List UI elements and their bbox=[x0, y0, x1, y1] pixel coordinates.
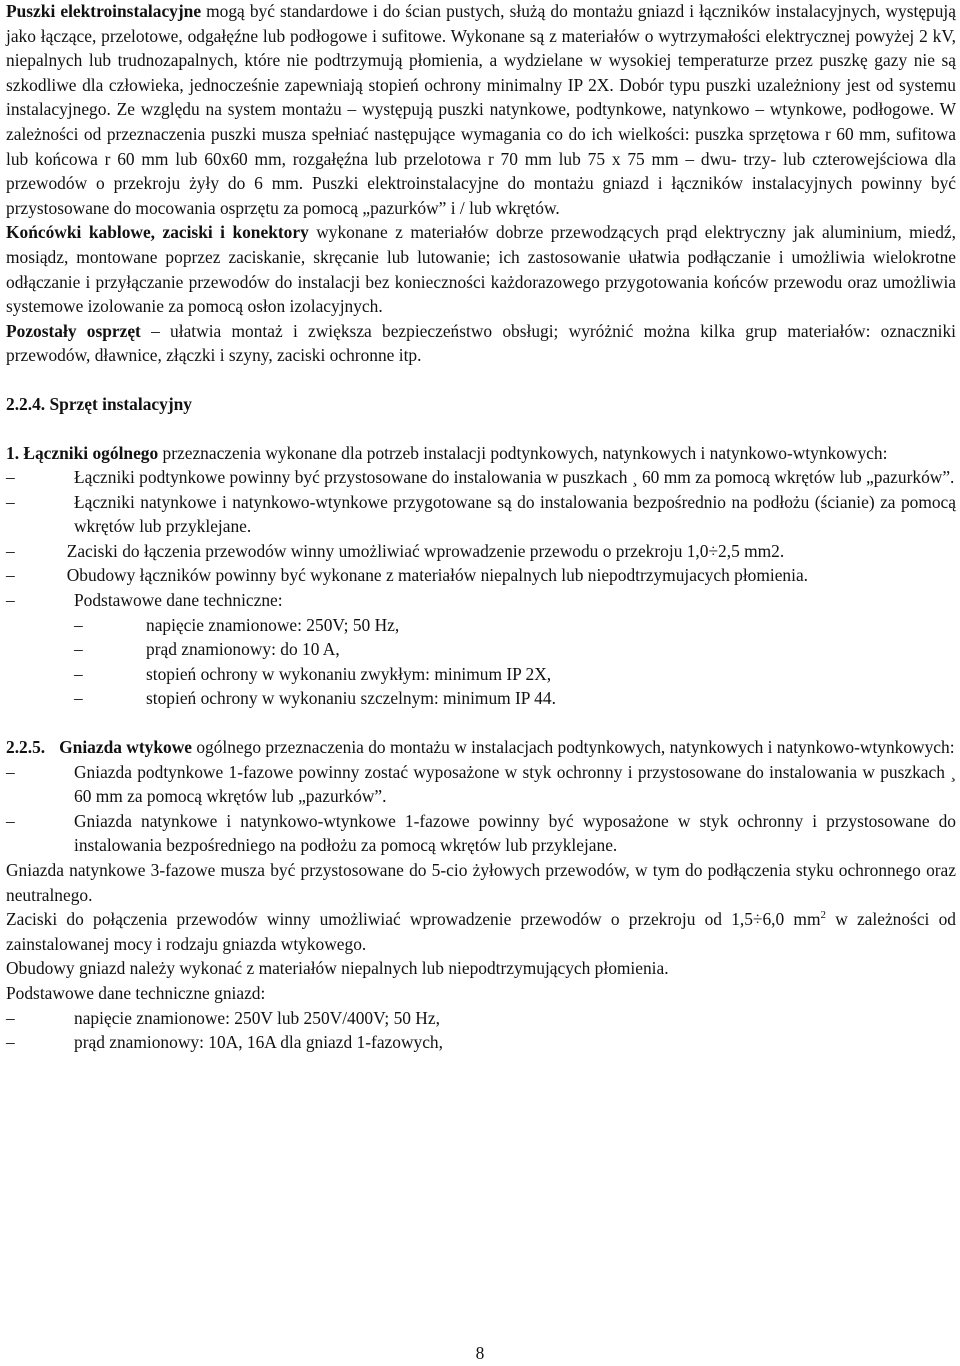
paragraph-socket-housings: Obudowy gniazd należy wykonać z materiałów niepalnych lub niepodtrzymujących płomienia. bbox=[6, 958, 669, 979]
spacer bbox=[6, 417, 956, 441]
list-item-text: Obudowy łączników powinny być wykonane z materiałów niepalnych lub niepodtrzymujacych płomienia. bbox=[66, 565, 809, 586]
dash-bullet: – bbox=[74, 639, 83, 660]
list-item-text: Gniazda natynkowe i natynkowo-wtynkowe 1-fazowe powinny być wyposażone w styk ochronny i przystosowane do instalowania bezpośredniego na podłożu za pomocą wkrętów lub przyklejane. bbox=[74, 810, 956, 856]
sublist-item-text: napięcie znamionowe: 250V; 50 Hz, bbox=[146, 614, 400, 635]
document-page bbox=[6, 0, 956, 1055]
list-item-text: Podstawowe dane techniczne: bbox=[74, 590, 283, 611]
sublist-item-text: prąd znamionowy: do 10 A, bbox=[146, 639, 340, 660]
dash-bullet: – bbox=[74, 688, 83, 709]
spacer bbox=[6, 711, 956, 735]
dash-bullet: – bbox=[6, 1032, 15, 1053]
paragraph-junction-boxes bbox=[6, 0, 956, 220]
term-junction-boxes: Puszki elektroinstalacyjne bbox=[6, 1, 202, 21]
list-item bbox=[6, 809, 956, 858]
spacer bbox=[6, 368, 956, 392]
list-item-text: Zaciski do łączenia przewodów winny umożliwiać wprowadzenie przewodu o przekroju 1,0÷2,5 mm2. bbox=[66, 540, 785, 561]
dash-bullet: – bbox=[6, 467, 15, 488]
list-item-text: Gniazda podtynkowe 1-fazowe powinny zostać wyposażone w styk ochronny i przystosowane do instalowania w puszkach ¸ 60 mm za pomocą wkrętów lub „pazurków”. bbox=[74, 761, 956, 807]
paragraph-other-fittings bbox=[6, 319, 956, 368]
paragraph-text: w zależności od zainstalowanej mocy i rodzaju gniazda wtykowego. bbox=[6, 909, 956, 954]
sublist-item bbox=[6, 637, 956, 662]
sublist-item bbox=[6, 613, 956, 638]
dash-bullet: – bbox=[74, 614, 83, 635]
list-item bbox=[6, 465, 956, 490]
sublist-item bbox=[6, 686, 956, 711]
superscript: 2 bbox=[820, 909, 826, 922]
paragraph-socket-terminals bbox=[6, 907, 956, 956]
list-item-wrapped bbox=[6, 539, 956, 564]
paragraph-cable-lugs bbox=[6, 220, 956, 318]
dash-bullet: – bbox=[6, 761, 15, 782]
paragraph-3phase-sockets: Gniazda natynkowe 3-fazowe musza być przystosowane do 5-cio żyłowych przewodów, w tym do podłączenia styku ochronnego oraz neutralnego. bbox=[6, 860, 956, 905]
sublist-item-text: stopień ochrony w wykonaniu szczelnym: minimum IP 44. bbox=[146, 688, 556, 709]
paragraph-text: mogą być standardowe i do ścian pustych, służą do montażu gniazd i łączników instalacyjnych, występują jako łączące, przelotowe, odgałęźne lub podłogowe i sufitowe. Wykonane są z materiałów o wytrzymałości elektrycznej powyżej 2 kV, niepalnych lub trudnozapalnych, które nie podtrzymują płomienia, a wydzielane w wysokiej temperaturze przez puszkę gazy nie są szkodliwe dla człowieka, jednocześnie zapewniają stopień ochrony minimalny IP 2X. Dobór typu puszki uzależniony jest od systemu instalacyjnego. Ze względu na system montażu – występują puszki natynkowe, podtynkowe, natynkowo – wtynkowe, podłogowe. W zależności od przeznaczenia puszki musza spełniać następujące wymagania co do ich wielkości: puszka sprzętowa r 60 mm, sufitowa lub końcowa r 60 mm lub 60x60 mm, rozgałęźna lub przelotowa r 70 mm lub 75 x 75 mm – dwu- trzy- lub czterowejściowa dla przewodów o przekroju żyły do 6 mm. Puszki elektroinstalacyjne do montażu gniazd i łączników instalacyjnych powinny być przystosowane do mocowania osprzętu za pomocą „pazurków” i / lub wkrętów. bbox=[6, 1, 956, 218]
dash-bullet: – bbox=[74, 663, 83, 684]
sublist-item-text: stopień ochrony w wykonaniu zwykłym: minimum IP 2X, bbox=[146, 663, 552, 684]
list-item bbox=[6, 588, 956, 613]
dash-bullet: – bbox=[6, 540, 15, 561]
list-item-wrapped bbox=[6, 563, 956, 588]
dash-bullet: – bbox=[6, 810, 15, 831]
section-2-2-5 bbox=[6, 735, 956, 760]
dash-bullet: – bbox=[6, 565, 15, 586]
page-number: 8 bbox=[475, 1343, 485, 1363]
term-other-fittings: Pozostały osprzęt bbox=[6, 320, 141, 341]
paragraph-text: – ułatwia montaż i zwiększa bezpieczeństwo obsługi; wyróżnić można kilka grup materiałów: oznaczniki przewodów, dławnice, złączki i szyny, zaciski ochronne itp. bbox=[6, 320, 956, 366]
paragraph-text: ogólnego przeznaczenia do montażu w instalacjach podtynkowych, natynkowych i natynkowo-wtynkowych: bbox=[192, 737, 955, 758]
list-item-text: Łączniki natynkowe i natynkowo-wtynkowe przygotowane są do instalowania bezpośrednio na podłożu (ścianie) za pomocą wkrętów lub przyklejane. bbox=[74, 491, 956, 537]
paragraph-text: Zaciski do połączenia przewodów winny umożliwiać wprowadzenie przewodów o przekroju od 1,5÷6,0 mm bbox=[6, 909, 821, 930]
dash-bullet: – bbox=[6, 491, 15, 512]
list-item bbox=[6, 490, 956, 539]
section-number: 2.2.5. bbox=[6, 737, 46, 758]
paragraph-socket-basic-data: Podstawowe dane techniczne gniazd: bbox=[6, 982, 266, 1003]
term-switches: 1. Łączniki ogólnego bbox=[6, 442, 159, 463]
list-item bbox=[6, 760, 956, 809]
list-item bbox=[6, 1030, 956, 1055]
term-sockets: Gniazda wtykowe bbox=[59, 737, 192, 758]
list-item-text: Łączniki podtynkowe powinny być przystosowane do instalowania w puszkach ¸ 60 mm za pomocą wkrętów lub „pazurków”. bbox=[74, 467, 955, 488]
paragraph-text: wykonane z materiałów dobrze przewodzących prąd elektryczny jak aluminium, miedź, mosiądz, montowane poprzez zaciskanie, skręcanie lub lutowanie; ich zastosowanie ułatwia podłączanie i umożliwia wielokrotne odłączanie i przyłączanie przewodów do instalacji bez konieczności każdorazowego przygotowania końców przewodu oraz umożliwia systemowe izolowanie za pomocą osłon izolacyjnych. bbox=[6, 222, 956, 317]
dash-bullet: – bbox=[6, 1007, 15, 1028]
list-item-text: napięcie znamionowe: 250V lub 250V/400V; 50 Hz, bbox=[74, 1007, 440, 1028]
paragraph-text: przeznaczenia wykonane dla potrzeb instalacji podtynkowych, natynkowych i natynkowo-wtynkowych: bbox=[158, 442, 888, 463]
list-item bbox=[6, 1006, 956, 1031]
sublist-item bbox=[6, 662, 956, 687]
term-cable-lugs: Końcówki kablowe, zaciski i konektory bbox=[6, 222, 309, 243]
section-heading-2-2-4: 2.2.4. Sprzęt instalacyjny bbox=[6, 393, 192, 414]
dash-bullet: – bbox=[6, 590, 15, 611]
paragraph-switches bbox=[6, 441, 956, 466]
list-item-text: prąd znamionowy: 10A, 16A dla gniazd 1-fazowych, bbox=[74, 1032, 443, 1053]
